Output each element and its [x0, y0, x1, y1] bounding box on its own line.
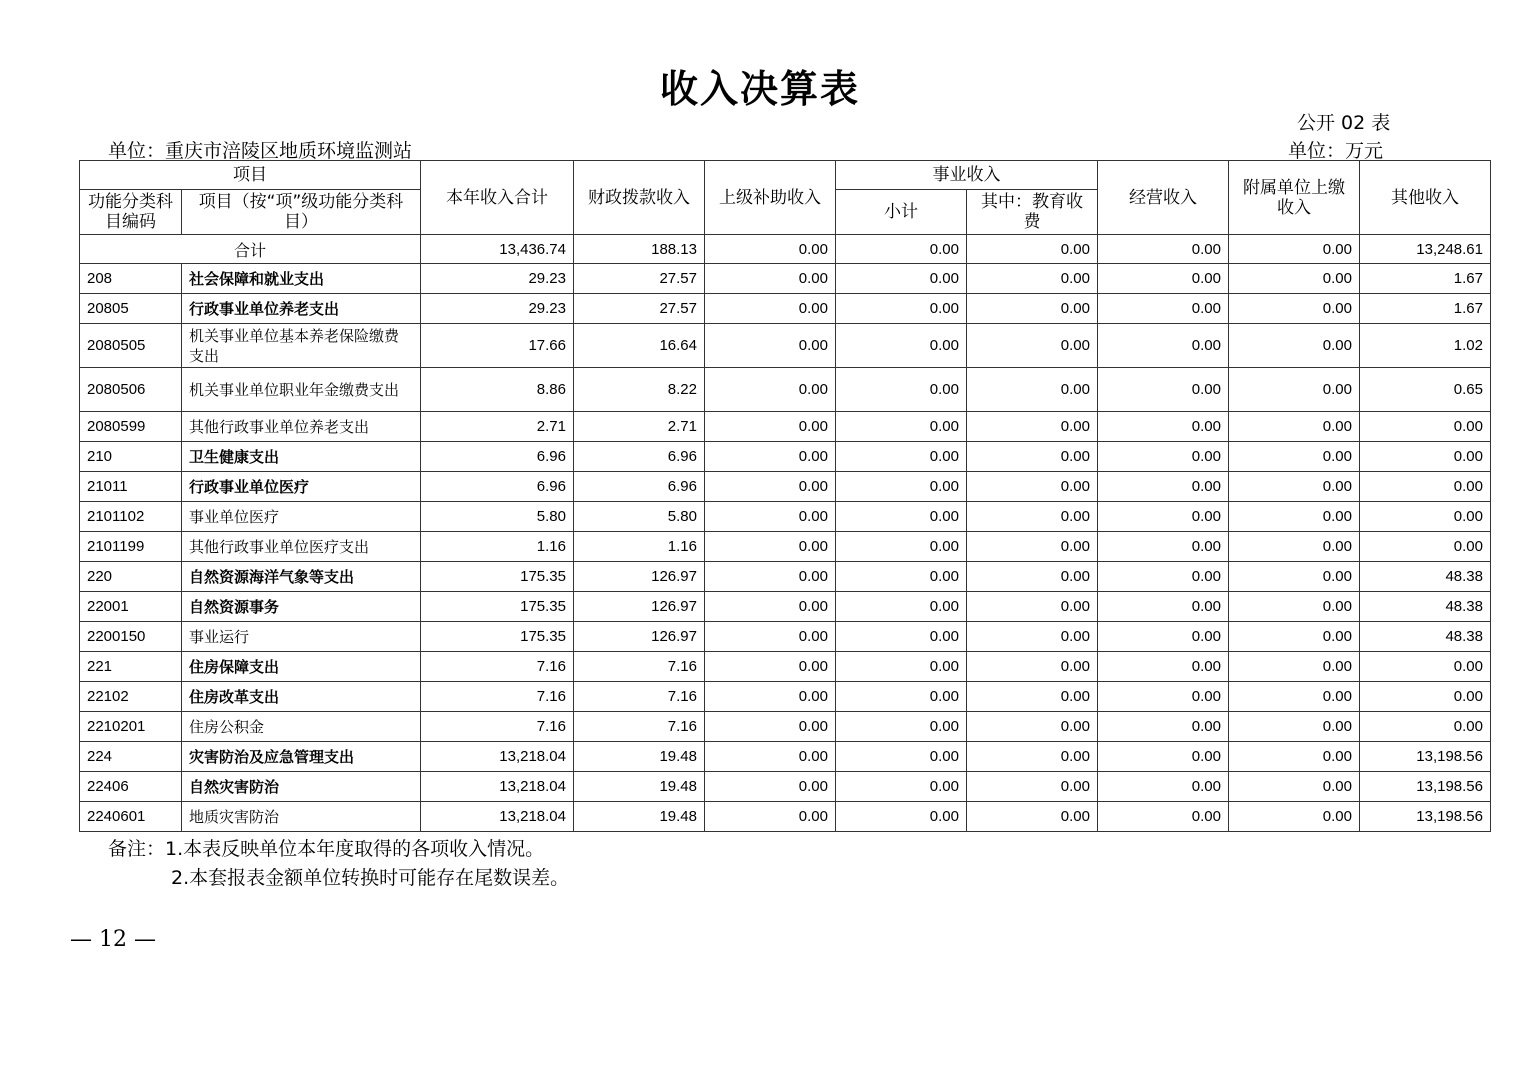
- row-value: 0.00: [1229, 472, 1360, 502]
- row-value: 0.00: [836, 712, 967, 742]
- row-code: 221: [80, 652, 182, 682]
- row-value: 0.00: [705, 652, 836, 682]
- row-value: 0.00: [1229, 502, 1360, 532]
- row-value: 0.00: [836, 472, 967, 502]
- row-value: 0.00: [1229, 442, 1360, 472]
- row-value: 0.00: [1229, 682, 1360, 712]
- row-value: 0.00: [836, 652, 967, 682]
- table-row: [80, 264, 1491, 294]
- total-value: 0.00: [836, 235, 967, 264]
- row-value: 16.64: [574, 324, 705, 368]
- row-value: 1.67: [1360, 294, 1491, 324]
- table-row: [80, 294, 1491, 324]
- table-row: [80, 562, 1491, 592]
- row-value: 0.00: [967, 622, 1098, 652]
- row-value: 0.00: [1098, 682, 1229, 712]
- row-value: 0.00: [705, 442, 836, 472]
- row-value: 0.00: [1360, 502, 1491, 532]
- row-value: 0.00: [967, 324, 1098, 368]
- row-value: 0.00: [1098, 742, 1229, 772]
- row-code: 224: [80, 742, 182, 772]
- row-value: 0.00: [705, 562, 836, 592]
- row-name: 其他行政事业单位医疗支出: [182, 532, 421, 562]
- row-name: 住房公积金: [182, 712, 421, 742]
- row-value: 0.00: [705, 622, 836, 652]
- row-code: 2080505: [80, 324, 182, 368]
- table-row: [80, 472, 1491, 502]
- row-value: 0.00: [836, 772, 967, 802]
- row-value: 0.00: [1098, 712, 1229, 742]
- row-value: 19.48: [574, 772, 705, 802]
- row-value: 0.00: [836, 294, 967, 324]
- row-value: 0.00: [1098, 472, 1229, 502]
- row-value: 175.35: [421, 622, 574, 652]
- row-value: 0.00: [705, 772, 836, 802]
- header-name: 项目（按“项”级功能分类科目）: [182, 190, 421, 235]
- row-value: 0.00: [967, 368, 1098, 412]
- row-code: 2210201: [80, 712, 182, 742]
- row-value: 0.00: [967, 562, 1098, 592]
- row-code: 208: [80, 264, 182, 294]
- row-value: 8.22: [574, 368, 705, 412]
- row-name: 社会保障和就业支出: [182, 264, 421, 294]
- table-row: [80, 622, 1491, 652]
- row-name: 机关事业单位基本养老保险缴费支出: [182, 324, 421, 368]
- row-value: 0.00: [1098, 562, 1229, 592]
- row-value: 0.00: [705, 802, 836, 832]
- row-name: 地质灾害防治: [182, 802, 421, 832]
- row-value: 0.00: [836, 324, 967, 368]
- row-value: 7.16: [574, 712, 705, 742]
- note-line-2: 2.本套报表金额单位转换时可能存在尾数误差。: [171, 867, 570, 889]
- header-code: 功能分类科目编码: [80, 190, 182, 235]
- row-value: 0.00: [1229, 712, 1360, 742]
- header-business: 事业收入: [836, 161, 1098, 190]
- row-value: 1.16: [421, 532, 574, 562]
- row-value: 0.00: [1360, 652, 1491, 682]
- row-value: 0.00: [1229, 592, 1360, 622]
- header-subtotal: 小计: [836, 190, 967, 235]
- row-value: 0.00: [1098, 502, 1229, 532]
- row-value: 0.00: [1098, 264, 1229, 294]
- row-value: 0.00: [1360, 712, 1491, 742]
- row-value: 0.00: [705, 712, 836, 742]
- row-name: 事业单位医疗: [182, 502, 421, 532]
- row-value: 0.00: [836, 562, 967, 592]
- row-code: 22406: [80, 772, 182, 802]
- row-value: 126.97: [574, 562, 705, 592]
- row-value: 0.00: [1360, 682, 1491, 712]
- row-value: 0.00: [705, 592, 836, 622]
- row-value: 0.00: [967, 502, 1098, 532]
- row-value: 0.00: [836, 802, 967, 832]
- row-value: 2.71: [421, 412, 574, 442]
- row-value: 175.35: [421, 592, 574, 622]
- row-value: 0.00: [967, 472, 1098, 502]
- row-value: 0.00: [836, 264, 967, 294]
- row-value: 126.97: [574, 622, 705, 652]
- row-value: 0.00: [836, 368, 967, 412]
- row-value: 27.57: [574, 264, 705, 294]
- row-value: 7.16: [421, 682, 574, 712]
- row-name: 行政事业单位医疗: [182, 472, 421, 502]
- row-code: 22001: [80, 592, 182, 622]
- row-code: 20805: [80, 294, 182, 324]
- row-code: 2101199: [80, 532, 182, 562]
- row-name: 卫生健康支出: [182, 442, 421, 472]
- row-value: 0.00: [1098, 772, 1229, 802]
- row-value: 1.67: [1360, 264, 1491, 294]
- row-value: 0.00: [1360, 532, 1491, 562]
- row-code: 2080506: [80, 368, 182, 412]
- row-code: 2200150: [80, 622, 182, 652]
- row-value: 126.97: [574, 592, 705, 622]
- row-name: 住房保障支出: [182, 652, 421, 682]
- total-value: 0.00: [1098, 235, 1229, 264]
- header-total: 本年收入合计: [421, 161, 574, 235]
- row-value: 0.00: [836, 682, 967, 712]
- row-code: 2101102: [80, 502, 182, 532]
- row-code: 21011: [80, 472, 182, 502]
- header-affiliated: 附属单位上缴收入: [1229, 161, 1360, 235]
- total-value: 188.13: [574, 235, 705, 264]
- income-final-accounts-table: [79, 160, 1491, 832]
- row-value: 0.00: [967, 772, 1098, 802]
- row-code: 220: [80, 562, 182, 592]
- total-row: [80, 235, 1491, 264]
- table-row: [80, 412, 1491, 442]
- form-number: 公开 02 表: [1297, 112, 1391, 134]
- row-value: 0.00: [1360, 472, 1491, 502]
- row-value: 0.00: [1229, 412, 1360, 442]
- table-row: [80, 802, 1491, 832]
- row-value: 0.00: [1098, 368, 1229, 412]
- row-value: 175.35: [421, 562, 574, 592]
- table-row: [80, 368, 1491, 412]
- table-row: [80, 442, 1491, 472]
- row-value: 7.16: [574, 682, 705, 712]
- table-row: [80, 532, 1491, 562]
- row-value: 0.00: [967, 802, 1098, 832]
- row-name: 自然资源海洋气象等支出: [182, 562, 421, 592]
- row-value: 0.00: [836, 502, 967, 532]
- row-name: 自然资源事务: [182, 592, 421, 622]
- row-value: 7.16: [574, 652, 705, 682]
- total-value: 0.00: [1229, 235, 1360, 264]
- table-row: [80, 324, 1491, 368]
- row-value: 19.48: [574, 742, 705, 772]
- row-value: 0.00: [1098, 622, 1229, 652]
- row-value: 0.00: [967, 652, 1098, 682]
- row-value: 0.00: [705, 368, 836, 412]
- row-value: 0.00: [1229, 772, 1360, 802]
- row-value: 13,218.04: [421, 742, 574, 772]
- row-value: 29.23: [421, 264, 574, 294]
- row-value: 0.00: [1098, 532, 1229, 562]
- row-value: 0.00: [836, 592, 967, 622]
- row-value: 0.00: [1229, 368, 1360, 412]
- row-value: 6.96: [421, 472, 574, 502]
- header-education: 其中：教育收费: [967, 190, 1098, 235]
- note-line-1: 备注：1.本表反映单位本年度取得的各项收入情况。: [108, 838, 545, 860]
- header-superior: 上级补助收入: [705, 161, 836, 235]
- row-value: 13,218.04: [421, 772, 574, 802]
- row-value: 0.00: [705, 412, 836, 442]
- row-value: 0.00: [967, 532, 1098, 562]
- header-other: 其他收入: [1360, 161, 1491, 235]
- row-value: 0.00: [705, 682, 836, 712]
- row-value: 0.00: [967, 682, 1098, 712]
- row-value: 13,218.04: [421, 802, 574, 832]
- row-value: 13,198.56: [1360, 802, 1491, 832]
- row-value: 0.00: [1229, 532, 1360, 562]
- row-value: 17.66: [421, 324, 574, 368]
- row-value: 0.00: [1098, 324, 1229, 368]
- row-name: 其他行政事业单位养老支出: [182, 412, 421, 442]
- table-row: [80, 772, 1491, 802]
- row-value: 19.48: [574, 802, 705, 832]
- reporting-unit: 单位：重庆市涪陵区地质环境监测站: [108, 140, 413, 162]
- row-value: 0.00: [1229, 294, 1360, 324]
- header-item: 项目: [80, 161, 421, 190]
- row-value: 0.00: [1098, 412, 1229, 442]
- row-value: 0.00: [836, 742, 967, 772]
- row-value: 0.00: [1229, 264, 1360, 294]
- row-name: 住房改革支出: [182, 682, 421, 712]
- row-value: 5.80: [574, 502, 705, 532]
- table-row: [80, 652, 1491, 682]
- row-value: 0.00: [705, 742, 836, 772]
- row-value: 48.38: [1360, 622, 1491, 652]
- total-value: 0.00: [967, 235, 1098, 264]
- row-value: 0.00: [1098, 294, 1229, 324]
- row-value: 8.86: [421, 368, 574, 412]
- row-code: 210: [80, 442, 182, 472]
- row-value: 13,198.56: [1360, 772, 1491, 802]
- row-value: 0.00: [967, 592, 1098, 622]
- row-name: 行政事业单位养老支出: [182, 294, 421, 324]
- row-value: 0.00: [1360, 442, 1491, 472]
- table-row: [80, 502, 1491, 532]
- row-value: 0.00: [705, 532, 836, 562]
- row-value: 0.00: [836, 412, 967, 442]
- row-value: 0.00: [1229, 802, 1360, 832]
- row-value: 0.65: [1360, 368, 1491, 412]
- row-name: 自然灾害防治: [182, 772, 421, 802]
- notes: [108, 835, 569, 893]
- table-row: [80, 592, 1491, 622]
- row-value: 0.00: [1229, 324, 1360, 368]
- row-value: 7.16: [421, 652, 574, 682]
- row-value: 0.00: [1098, 442, 1229, 472]
- row-value: 0.00: [967, 294, 1098, 324]
- row-value: 6.96: [574, 442, 705, 472]
- row-value: 0.00: [1229, 652, 1360, 682]
- row-value: 0.00: [967, 442, 1098, 472]
- row-value: 0.00: [705, 502, 836, 532]
- total-value: 13,436.74: [421, 235, 574, 264]
- row-value: 0.00: [836, 532, 967, 562]
- row-value: 13,198.56: [1360, 742, 1491, 772]
- row-value: 0.00: [1229, 742, 1360, 772]
- row-value: 0.00: [705, 472, 836, 502]
- row-value: 0.00: [967, 264, 1098, 294]
- row-value: 48.38: [1360, 592, 1491, 622]
- header-operating: 经营收入: [1098, 161, 1229, 235]
- row-value: 5.80: [421, 502, 574, 532]
- total-label: 合计: [80, 235, 421, 264]
- row-value: 1.16: [574, 532, 705, 562]
- page-title: 收入决算表: [659, 66, 860, 111]
- row-value: 0.00: [836, 442, 967, 472]
- row-value: 0.00: [1098, 802, 1229, 832]
- row-value: 0.00: [967, 742, 1098, 772]
- row-value: 0.00: [967, 412, 1098, 442]
- row-value: 0.00: [705, 324, 836, 368]
- table-row: [80, 742, 1491, 772]
- page-number: — 12 —: [70, 927, 156, 952]
- row-code: 22102: [80, 682, 182, 712]
- row-value: 0.00: [705, 294, 836, 324]
- table-row: [80, 682, 1491, 712]
- row-value: 29.23: [421, 294, 574, 324]
- row-value: 0.00: [1098, 652, 1229, 682]
- row-value: 27.57: [574, 294, 705, 324]
- table-row: [80, 712, 1491, 742]
- row-value: 0.00: [1098, 592, 1229, 622]
- currency-unit: 单位：万元: [1288, 140, 1384, 162]
- row-value: 0.00: [1229, 622, 1360, 652]
- row-code: 2080599: [80, 412, 182, 442]
- row-value: 0.00: [967, 712, 1098, 742]
- row-value: 6.96: [421, 442, 574, 472]
- row-code: 2240601: [80, 802, 182, 832]
- row-value: 6.96: [574, 472, 705, 502]
- row-value: 0.00: [1360, 412, 1491, 442]
- header-fiscal: 财政拨款收入: [574, 161, 705, 235]
- row-value: 1.02: [1360, 324, 1491, 368]
- row-value: 7.16: [421, 712, 574, 742]
- row-value: 48.38: [1360, 562, 1491, 592]
- total-value: 13,248.61: [1360, 235, 1491, 264]
- row-value: 2.71: [574, 412, 705, 442]
- row-value: 0.00: [836, 622, 967, 652]
- total-value: 0.00: [705, 235, 836, 264]
- row-name: 机关事业单位职业年金缴费支出: [182, 368, 421, 412]
- row-name: 灾害防治及应急管理支出: [182, 742, 421, 772]
- row-name: 事业运行: [182, 622, 421, 652]
- row-value: 0.00: [705, 264, 836, 294]
- row-value: 0.00: [1229, 562, 1360, 592]
